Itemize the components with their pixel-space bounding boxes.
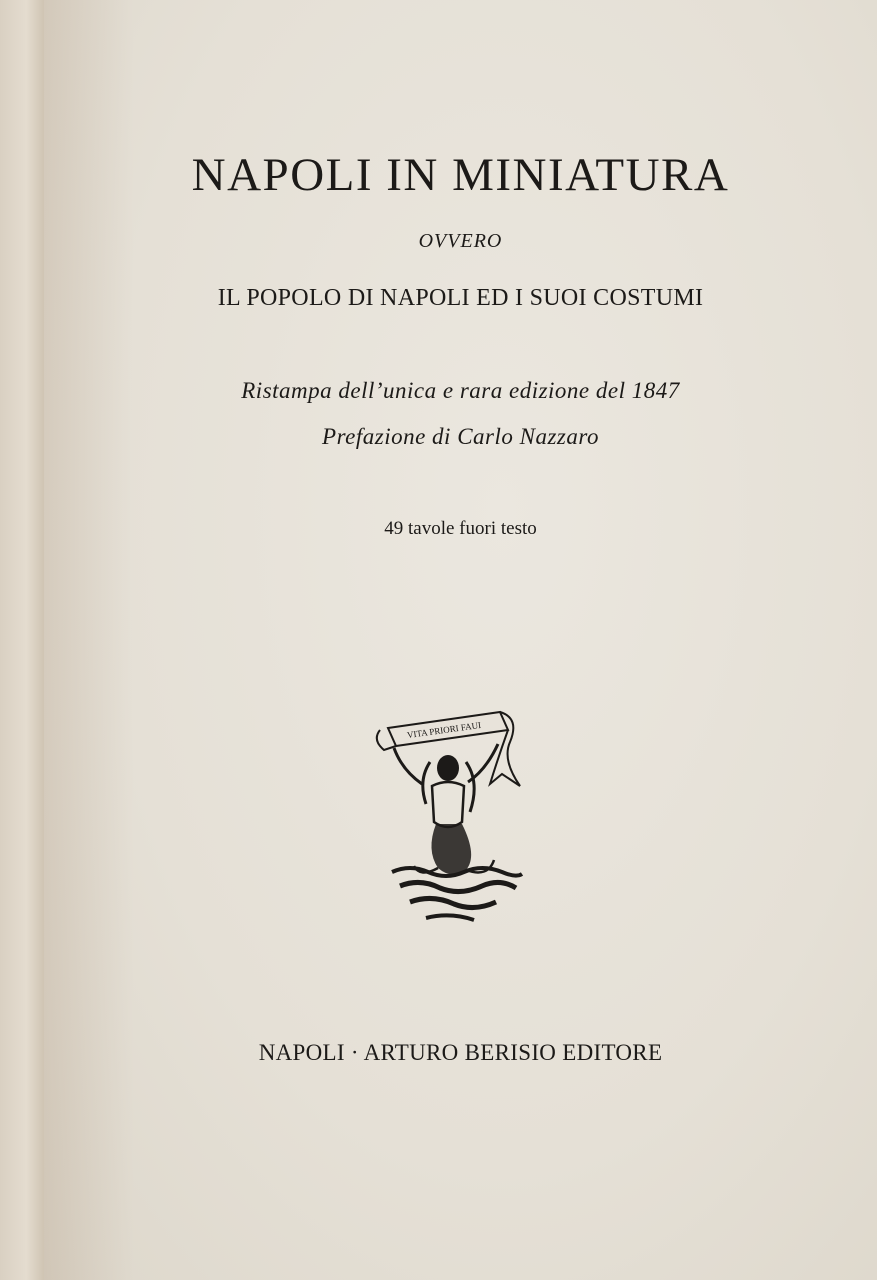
conjunction: OVVERO: [418, 230, 503, 252]
siren-emblem-icon: [370, 700, 540, 940]
publisher-line: NAPOLI · ARTURO BERISIO EDITORE: [258, 1040, 663, 1065]
book-title: NAPOLI IN MINIATURA: [191, 149, 730, 201]
emblem-motto: VITA PRIORI FAUI: [406, 719, 482, 741]
previous-page-edge: [0, 0, 45, 1280]
plates-note: 49 tavole fuori testo: [384, 518, 537, 539]
preface-note: Prefazione di Carlo Nazzaro: [322, 424, 599, 449]
book-subtitle: IL POPOLO DI NAPOLI ED I SUOI COSTUMI: [217, 285, 704, 311]
reprint-note: Ristampa dell’unica e rara edizione del 1847: [241, 378, 680, 403]
